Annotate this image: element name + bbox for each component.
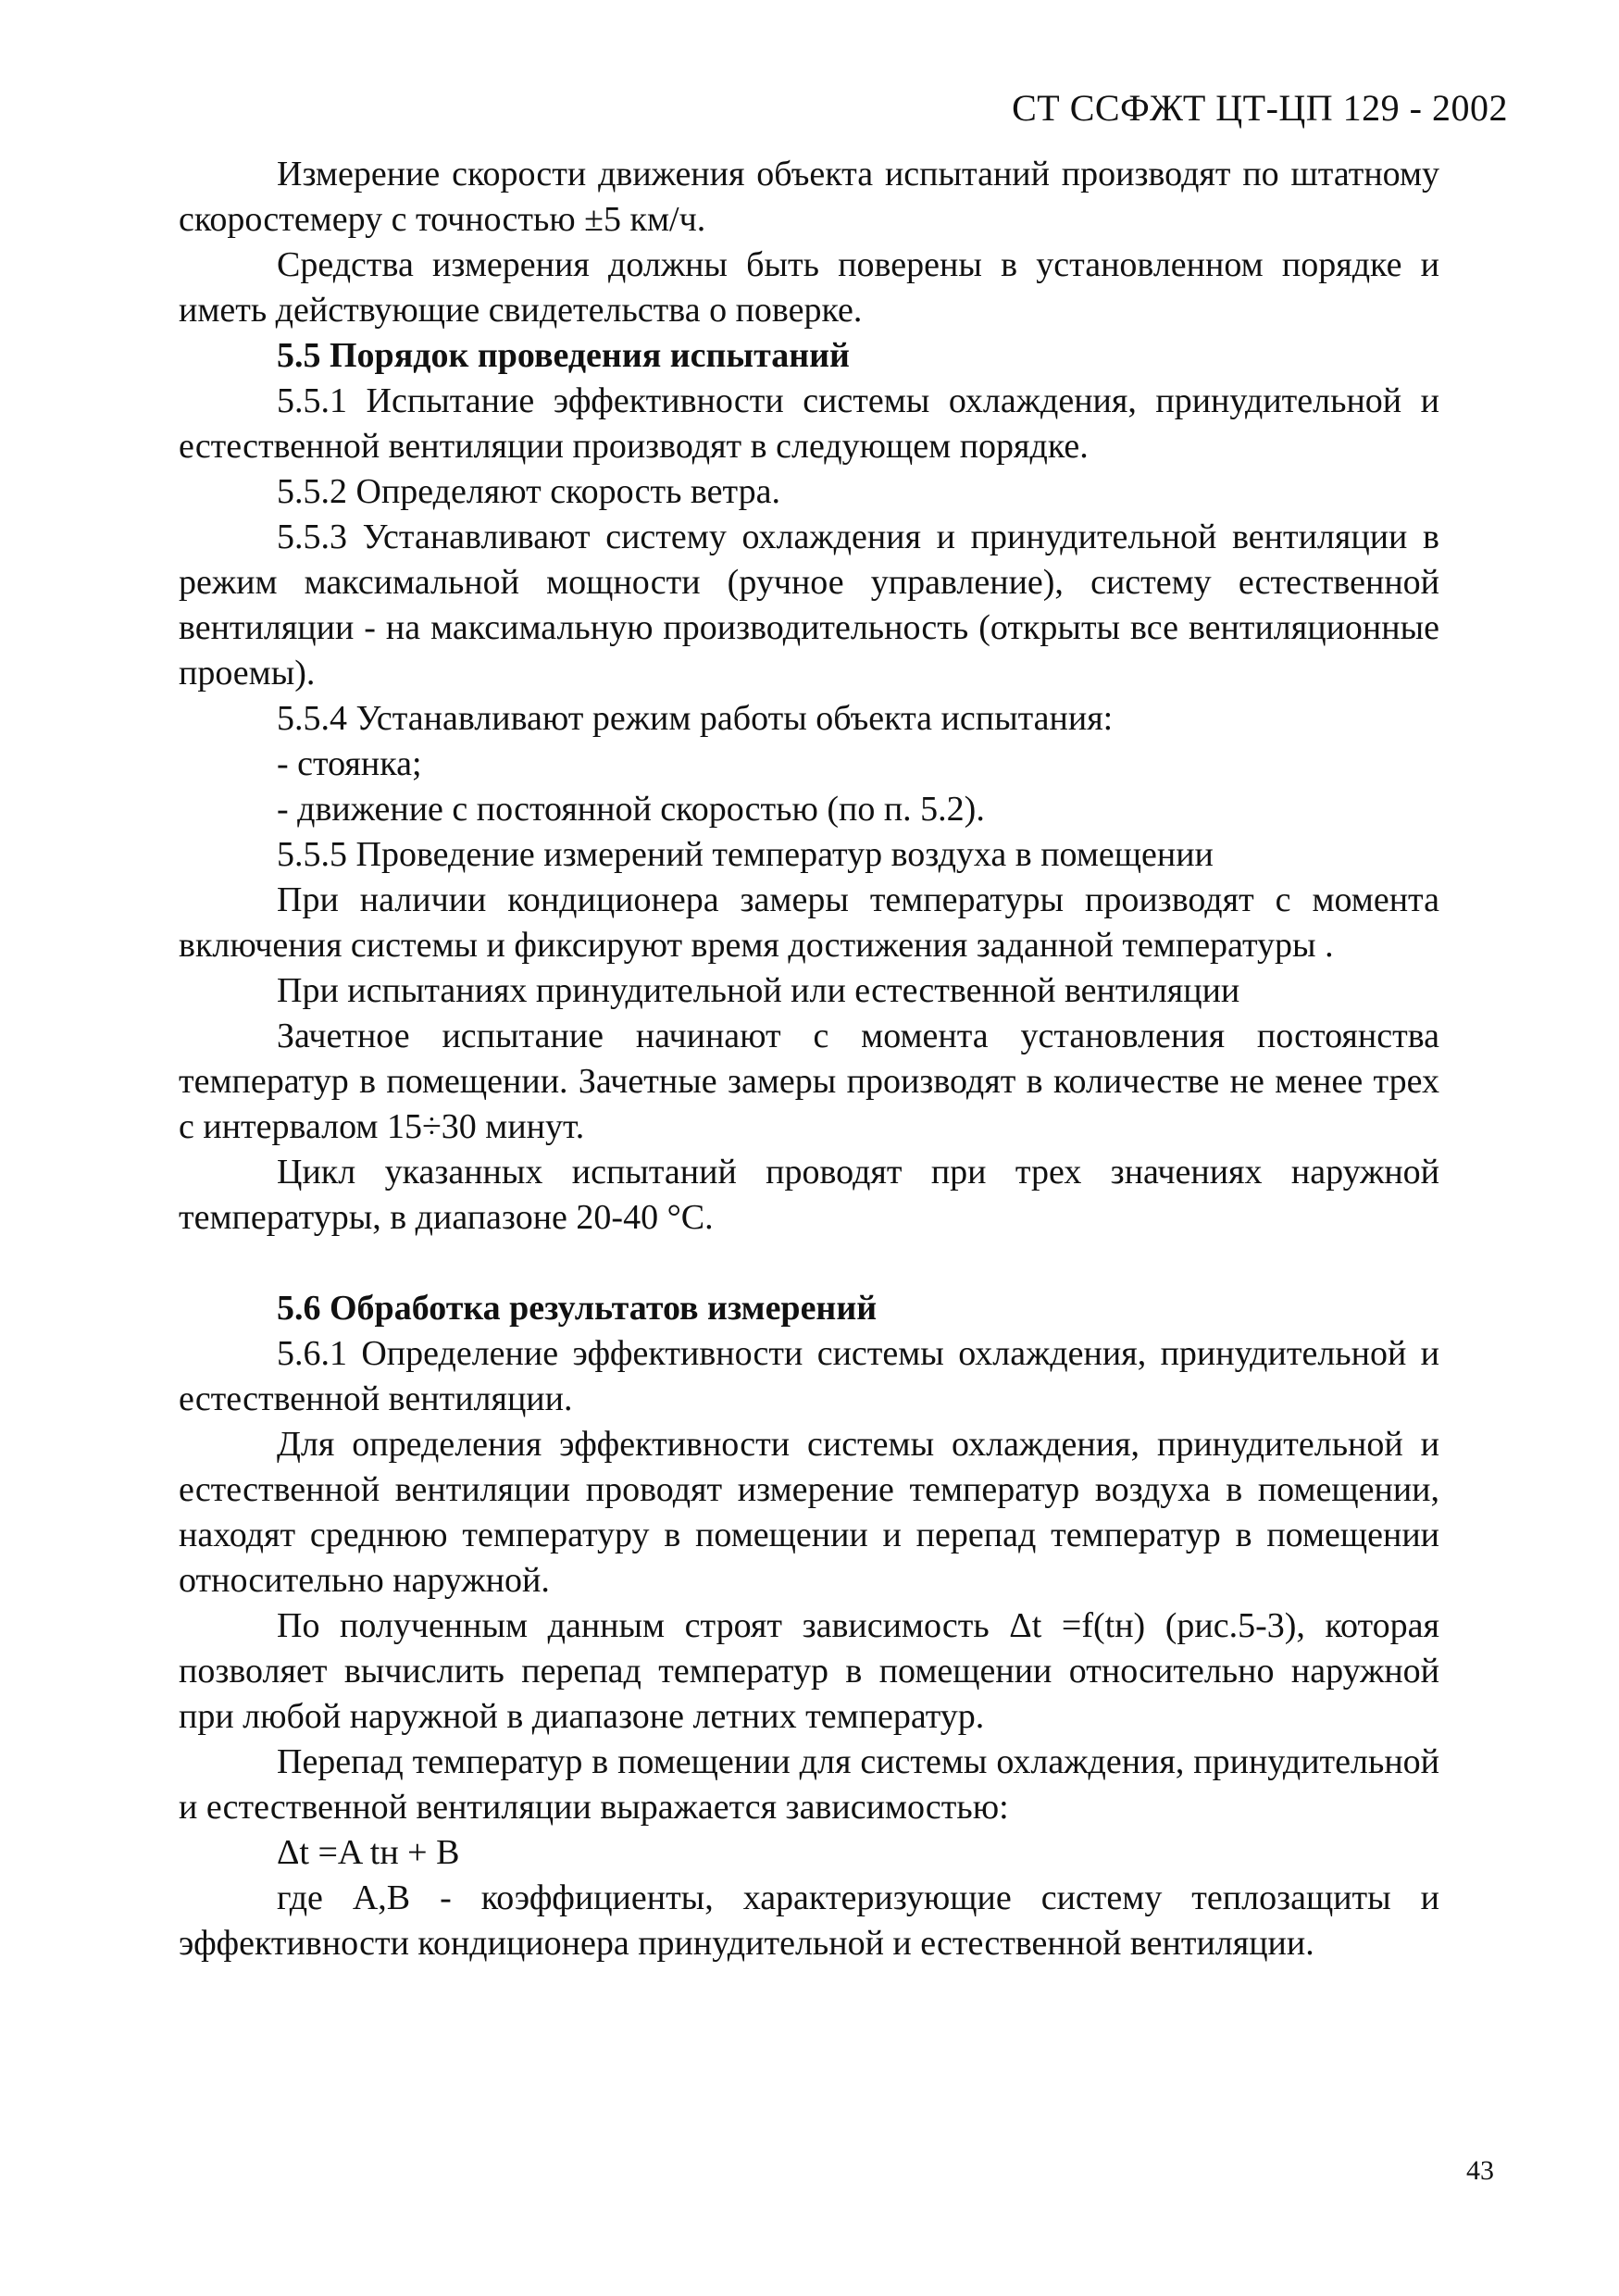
section-heading-5-6: 5.6 Обработка результатов измерений xyxy=(277,1289,878,1328)
paragraph-ventilation-tests: При испытаниях принудительной или естественной вентиляции xyxy=(277,971,1240,1010)
paragraph-temperature-drop: Перепад температур в помещении для системы охлаждения, принудительной и естественной вентиляции выражается зависимостью: xyxy=(179,1742,1439,1827)
paragraph-efficiency-method: Для определения эффективности системы охлаждения, принудительной и естественной вентиляции проводят измерение температур воздуха в помещении, находят среднюю температуру в помещении и перепад температур в помещении относительно наружной. xyxy=(179,1425,1439,1600)
paragraph-5-5-2: 5.5.2 Определяют скорость ветра. xyxy=(277,472,780,511)
section-spacer xyxy=(179,1241,1439,1286)
formula-delta-t: Δt =A tн + B xyxy=(277,1833,460,1872)
document-code-header: СТ ССФЖТ ЦТ-ЦП 129 - 2002 xyxy=(1012,87,1508,129)
document-body xyxy=(179,152,1439,1966)
paragraph-qualifying-test: Зачетное испытание начинают с момента установления постоянства температур в помещении. Зачетные замеры производят в количестве не менее трех с интервалом 15÷30 минут. xyxy=(179,1017,1439,1146)
section-heading-5-5: 5.5 Порядок проведения испытаний xyxy=(277,336,850,375)
paragraph-5-5-5: 5.5.5 Проведение измерений температур воздуха в помещении xyxy=(277,835,1214,874)
paragraph-air-conditioner: При наличии кондиционера замеры температуры производят с момента включения системы и фиксируют время достижения заданной температуры . xyxy=(179,880,1439,965)
paragraph-5-5-1: 5.5.1 Испытание эффективности системы охлаждения, принудительной и естественной вентиляции производят в следующем порядке. xyxy=(179,381,1439,466)
paragraph-speed-measurement: Измерение скорости движения объекта испытаний производят по штатному скоростемеру с точностью ±5 км/ч. xyxy=(179,155,1439,239)
paragraph-dependency-plot: По полученным данным строят зависимость Δt =f(tн) (рис.5-3), которая позволяет вычислить перепад температур в помещении относительно наружной при любой наружной в диапазоне летних температур. xyxy=(179,1606,1439,1736)
list-item-constant-speed: - движение с постоянной скоростью (по п. 5.2). xyxy=(277,790,985,829)
page-number: 43 xyxy=(1466,2155,1494,2186)
list-item-parking: - стоянка; xyxy=(277,744,422,783)
paragraph-test-cycle: Цикл указанных испытаний проводят при трех значениях наружной температуры, в диапазоне 20-40 °С. xyxy=(179,1153,1439,1237)
paragraph-coefficients: где А,В - коэффициенты, характеризующие систему теплозащиты и эффективности кондиционера принудительной и естественной вентиляции. xyxy=(179,1878,1439,1963)
paragraph-5-5-3: 5.5.3 Устанавливают систему охлаждения и принудительной вентиляции в режим максимальной мощности (ручное управление), систему естественной вентиляции - на максимальную производительность (открыты все вентиляционные проемы). xyxy=(179,518,1439,693)
paragraph-verification: Средства измерения должны быть поверены в установленном порядке и иметь действующие свидетельства о поверке. xyxy=(179,245,1439,330)
paragraph-5-5-4: 5.5.4 Устанавливают режим работы объекта испытания: xyxy=(277,699,1114,738)
paragraph-5-6-1: 5.6.1 Определение эффективности системы охлаждения, принудительной и естественной вентиляции. xyxy=(179,1334,1439,1418)
